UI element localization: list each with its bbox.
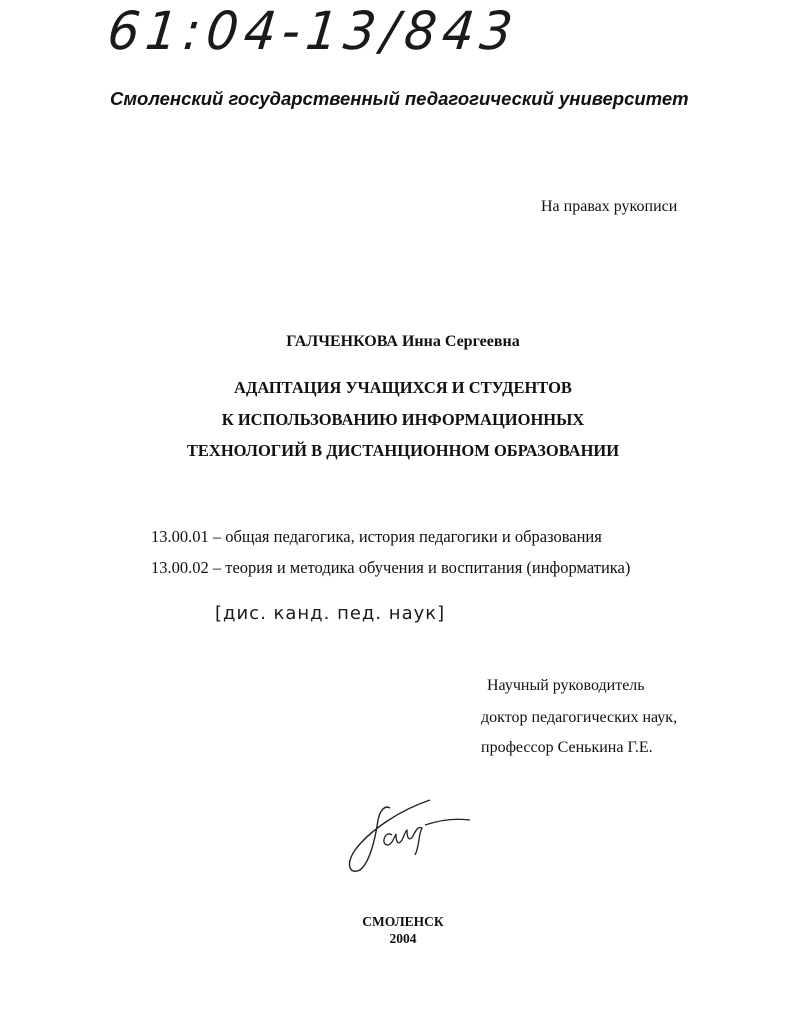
- university-name: Смоленский государственный педагогический университет: [110, 88, 689, 109]
- handwritten-degree-note: [дис. канд. пед. наук]: [215, 603, 446, 624]
- year: 2004: [389, 931, 417, 946]
- advisor-name: профессор Сенькина Г.Е.: [481, 739, 653, 756]
- thesis-title-line: ТЕХНОЛОГИЙ В ДИСТАНЦИОННОМ ОБРАЗОВАНИИ: [186, 441, 620, 460]
- thesis-title-line: К ИСПОЛЬЗОВАНИЮ ИНФОРМАЦИОННЫХ: [221, 410, 585, 429]
- specialty-line: 13.00.01 – общая педагогика, история педагогики и образования: [151, 527, 602, 546]
- rights-note: На правах рукописи: [541, 198, 678, 215]
- handwritten-catalog-number: 61:04-13/843: [104, 0, 522, 62]
- city: СМОЛЕНСК: [362, 914, 444, 929]
- thesis-title-line: АДАПТАЦИЯ УЧАЩИХСЯ И СТУДЕНТОВ: [234, 378, 572, 397]
- author-name: ГАЛЧЕНКОВА Инна Сергеевна: [286, 333, 520, 350]
- specialty-line: 13.00.02 – теория и методика обучения и воспитания (информатика): [151, 558, 631, 577]
- advisor-label: Научный руководитель: [487, 677, 645, 694]
- advisor-degree: доктор педагогических наук,: [481, 709, 678, 726]
- author-signature: [330, 790, 490, 880]
